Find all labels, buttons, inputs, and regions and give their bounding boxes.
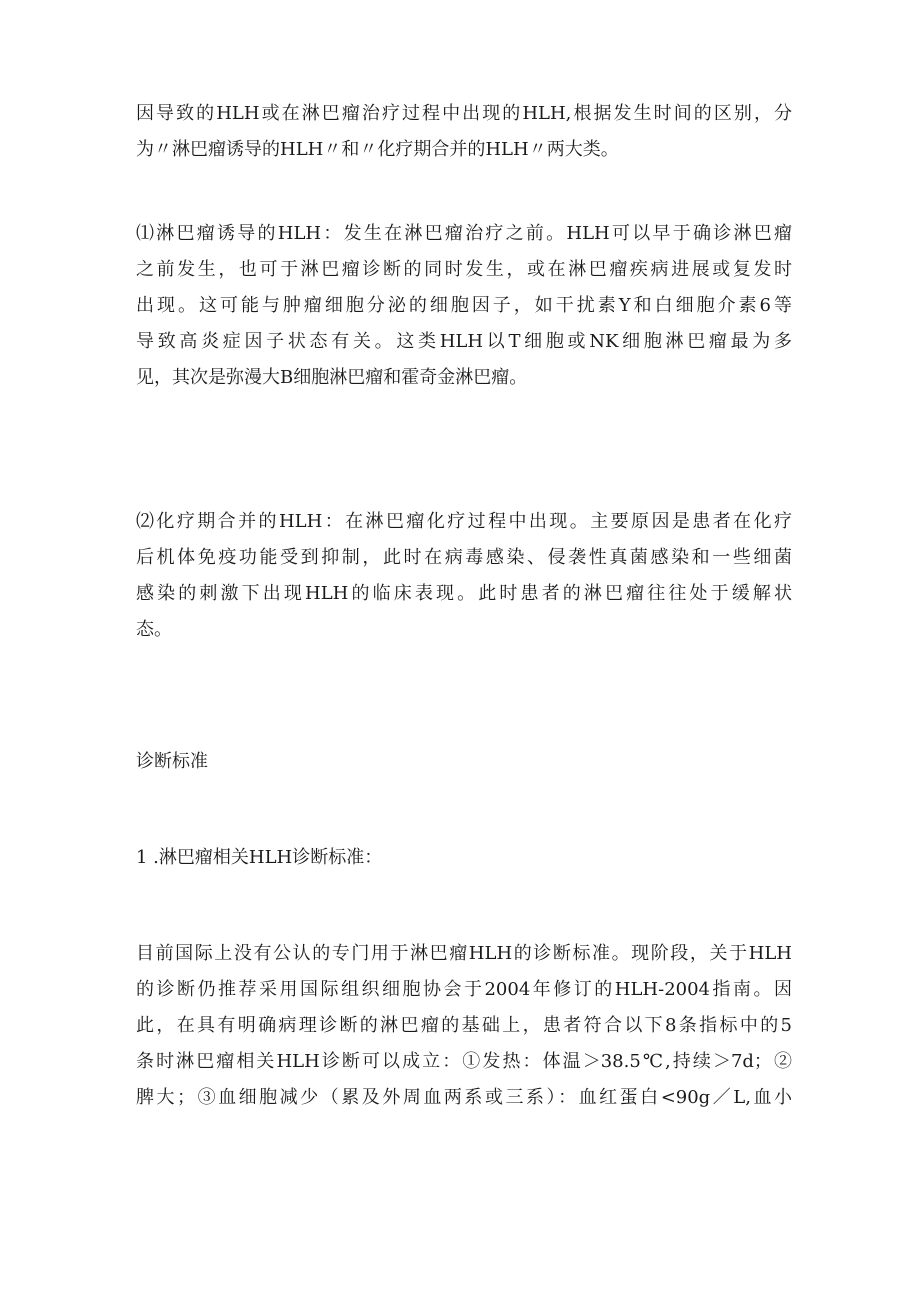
diagnosis-heading xyxy=(136,744,792,780)
chemotherapy-hlh-paragraph xyxy=(136,504,792,648)
text-line: 此，在具有明确病理诊断的淋巴瘤的基础上，患者符合以下8条指标中的5 xyxy=(136,1015,792,1036)
text-line: 为〃淋巴瘤诱导的HLH〃和〃化疗期合并的HLH〃两大类。 xyxy=(136,139,619,160)
text-line: 出现。这可能与肿瘤细胞分泌的细胞因子，如干扰素Y和白细胞介素6等 xyxy=(136,295,792,316)
text-line: 后机体免疫功能受到抑制，此时在病毒感染、侵袭性真菌感染和一些细菌 xyxy=(136,547,792,568)
section-heading: 诊断标准 xyxy=(136,751,208,772)
text-line: 感染的刺激下出现HLH的临床表现。此时患者的淋巴瘤往往处于缓解状 xyxy=(136,583,792,604)
text-line: ⑴淋巴瘤诱导的HLH：发生在淋巴瘤治疗之前。HLH可以早于确诊淋巴瘤 xyxy=(136,223,792,244)
text-line: 因导致的HLH或在淋巴瘤治疗过程中出现的HLH,根据发生时间的区别，分 xyxy=(136,103,792,124)
text-line: 见，其次是弥漫大B细胞淋巴瘤和霍奇金淋巴瘤。 xyxy=(136,367,528,388)
text-line: 导致高炎症因子状态有关。这类HLH以T细胞或NK细胞淋巴瘤最为多 xyxy=(136,331,792,352)
text-line: ⑵化疗期合并的HLH：在淋巴瘤化疗过程中出现。主要原因是患者在化疗 xyxy=(136,511,792,532)
lymphoma-induced-hlh-paragraph xyxy=(136,216,792,396)
text-line: 脾大；③血细胞减少（累及外周血两系或三系）：血红蛋白<90g／L,血小 xyxy=(136,1087,792,1108)
text-line: 态。 xyxy=(136,619,172,640)
intro-paragraph xyxy=(136,96,792,168)
text-line: 的诊断仍推荐采用国际组织细胞协会于2004年修订的HLH-2004指南。因 xyxy=(136,979,792,1000)
text-line: 条时淋巴瘤相关HLH诊断可以成立：①发热：体温＞38.5℃,持续＞7d；② xyxy=(136,1051,792,1072)
subsection-heading: 1 .淋巴瘤相关HLH诊断标准： xyxy=(136,847,383,868)
text-line: 目前国际上没有公认的专门用于淋巴瘤HLH的诊断标准。现阶段，关于HLH xyxy=(136,943,792,964)
criteria-subheading xyxy=(136,840,792,876)
text-line: 之前发生，也可于淋巴瘤诊断的同时发生，或在淋巴瘤疾病进展或复发时 xyxy=(136,259,792,280)
criteria-paragraph xyxy=(136,936,792,1116)
